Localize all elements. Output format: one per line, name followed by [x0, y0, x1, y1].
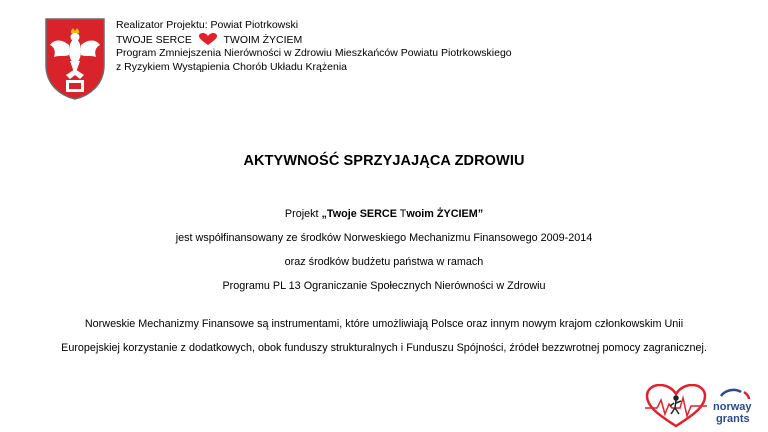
project-name-end: ŻYCIEM” [433, 208, 484, 220]
grants-word: grants [716, 413, 750, 425]
mechanism-line-1: Norweskie Mechanizmy Finansowe są instrumentami, które umożliwiają Polsce oraz innym nowym krajom członkowskim Unii [84, 318, 684, 330]
norway-grants-logo [711, 388, 757, 428]
budget-line: oraz środków budżetu państwa w ramach [284, 256, 484, 268]
program-name-cont: z Ryzykiem Wystąpienia Chorób Układu Krążenia [116, 60, 347, 73]
heart-icon [197, 33, 219, 45]
project-header [116, 19, 512, 74]
page-title: AKTYWNOŚĆ SPRZYJAJĄCA ZDROWIU [243, 153, 525, 169]
coat-of-arms-logo [44, 17, 106, 101]
program-line: Programu PL 13 Ograniczanie Społecznych Nierówności w Zdrowiu [222, 280, 546, 292]
funding-line: jest współfinansowany ze środków Norweskiego Mechanizmu Finansowego 2009-2014 [175, 232, 593, 244]
project-prefix: Projekt [284, 208, 322, 220]
slogan-part2: TWOIM ŻYCIEM [223, 33, 303, 46]
heart-project-logo [643, 384, 709, 428]
norway-word: norway [713, 401, 752, 413]
project-name-bold: „Twoje SERCE [321, 208, 397, 220]
project-name-line [0, 208, 768, 220]
slogan-part1: TWOJE SERCE [116, 33, 192, 46]
mechanism-line-2: Europejskiej korzystanie z dodatkowych, obok funduszy strukturalnych i Funduszu Spójności, źródeł bezzwrotnej pomocy zagranicznej. [61, 342, 707, 354]
project-name-t: T [396, 208, 407, 220]
project-name-woim: woim [406, 208, 434, 220]
program-name: Program Zmniejszenia Nierówności w Zdrowiu Mieszkańców Powiatu Piotrkowskiego [116, 47, 512, 59]
project-slogan [116, 33, 512, 48]
project-realizer: Realizator Projektu: Powiat Piotrkowski [116, 19, 299, 31]
